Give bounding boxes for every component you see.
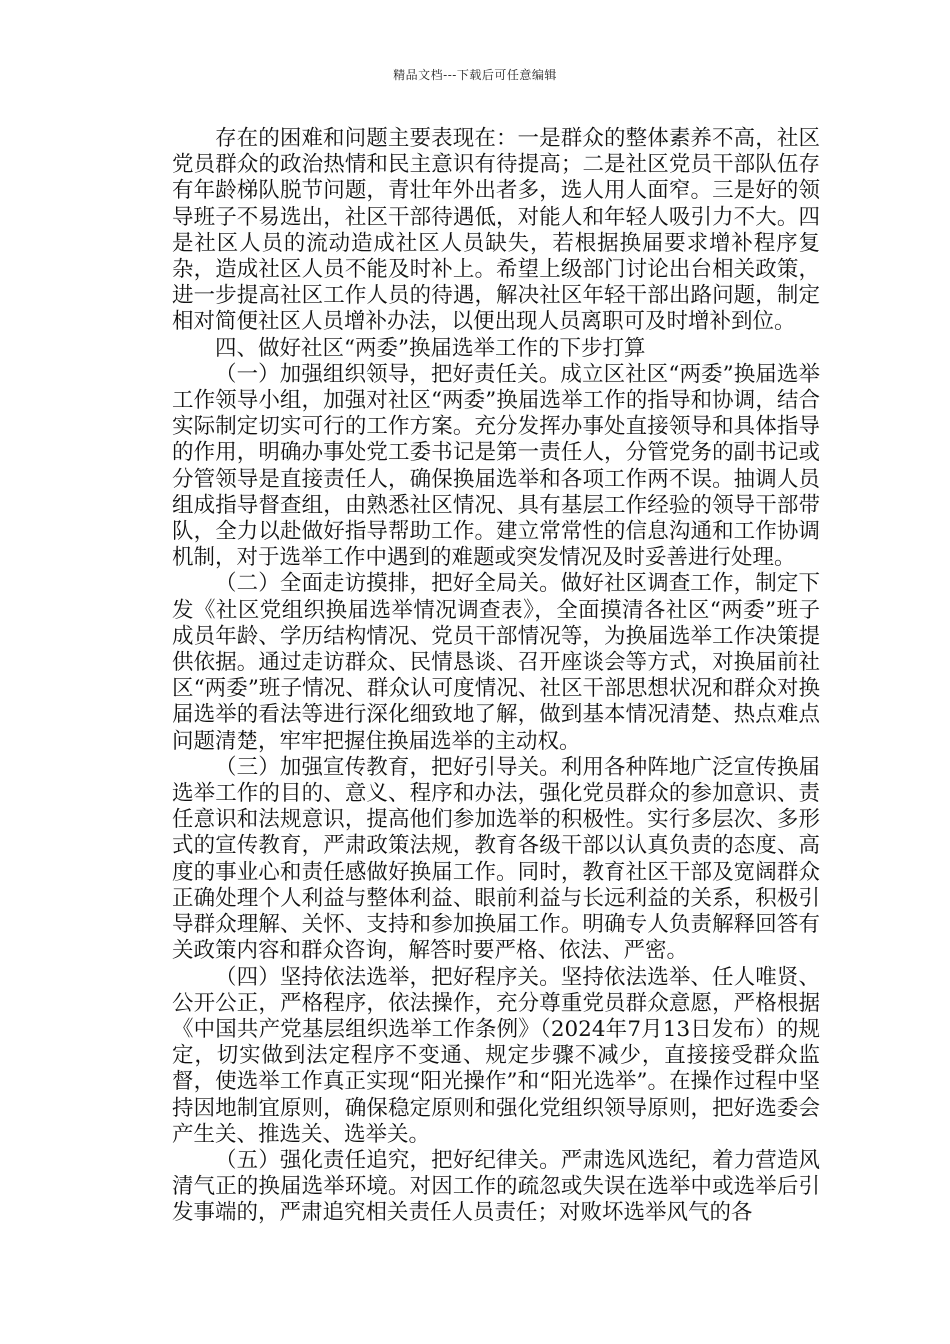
paragraph-organization-leadership: （一）加强组织领导，把好责任关。成立区社区“两委”换届选举工作领导小组，加强对社区“两委”换届选举工作的指导和协调，结合实际制定切实可行的工作方案。充分发挥办事处直接领导和具体指导的作用，明确办事处党工委书记是第一责任人，分管党务的副书记或分管领导是直接责任人，确保换届选举和各项工作两不误。抽调人员组成指导督查组，由熟悉社区情况、具有基层工作经验的领导干部带队，全力以赴做好指导帮助工作。建立常常性的信息沟通和工作协调机制，对于选举工作中遇到的难题或突发情况及时妥善进行处理。 [172,361,820,571]
paragraph-difficulties: 存在的困难和问题主要表现在：一是群众的整体素养不高，社区党员群众的政治热情和民主意识有待提高；二是社区党员干部队伍存有年龄梯队脱节问题，青壮年外出者多，选人用人面窄。三是好的领导班子不易选出，社区干部待遇低，对能人和年轻人吸引力不大。四是社区人员的流动造成社区人员缺失，若根据换届要求增补程序复杂，造成社区人员不能及时补上。希望上级部门讨论出台相关政策，进一步提高社区工作人员的待遇，解决社区年轻干部出路问题，制定相对简便社区人员增补办法，以便出现人员离职可及时增补到位。 [172,126,820,335]
paragraph-accountability: （五）强化责任追究，把好纪律关。严肃选风选纪，着力营造风清气正的换届选举环境。对因工作的疏忽或失误在选举中或选举后引发事端的，严肃追究相关责任人员责任；对败坏选举风气的各 [172,1147,820,1226]
section-heading-next-steps: 四、做好社区“两委”换届选举工作的下步打算 [215,335,646,361]
page-header: 精品文档---下载后可任意编辑 [393,68,557,82]
paragraph-publicity-education: （三）加强宣传教育，把好引导关。利用各种阵地广泛宣传换届选举工作的目的、意义、程序和办法，强化党员群众的参加意识、责任意识和法规意识，提高他们参加选举的积极性。实行多层次、多形式的宣传教育，严肃政策法规，教育各级干部以认真负责的态度、高度的事业心和责任感做好换届工作。同时，教育社区干部及宽阔群众正确处理个人利益与整体利益、眼前利益与长远利益的关系，积极引导群众理解、关怀、支持和参加换届工作。明确专人负责解释回答有关政策内容和群众咨询，解答时要严格、依法、严密。 [172,754,820,964]
document-body [172,126,820,1227]
paragraph-comprehensive-visits: （二）全面走访摸排，把好全局关。做好社区调查工作，制定下发《社区党组织换届选举情况调查表》，全面摸清各社区“两委”班子成员年龄、学历结构情况、党员干部情况等，为换届选举工作决策提供依据。通过走访群众、民情恳谈、召开座谈会等方式，对换届前社区“两委”班子情况、群众认可度情况、社区干部思想状况和群众对换届选举的看法等进行深化细致地了解，做到基本情况清楚、热点难点问题清楚，牢牢把握住换届选举的主动权。 [172,571,820,754]
paragraph-lawful-election: （四）坚持依法选举，把好程序关。坚持依法选举、任人唯贤、公开公正，严格程序，依法操作，充分尊重党员群众意愿，严格根据《中国共产党基层组织选举工作条例》（2024年7月13日发布）的规定，切实做到法定程序不变通、规定步骤不减少，直接接受群众监督，使选举工作真正实现“阳光操作”和“阳光选举”。在操作过程中坚持因地制宜原则，确保稳定原则和强化党组织领导原则，把好选委会产生关、推选关、选举关。 [172,964,820,1147]
